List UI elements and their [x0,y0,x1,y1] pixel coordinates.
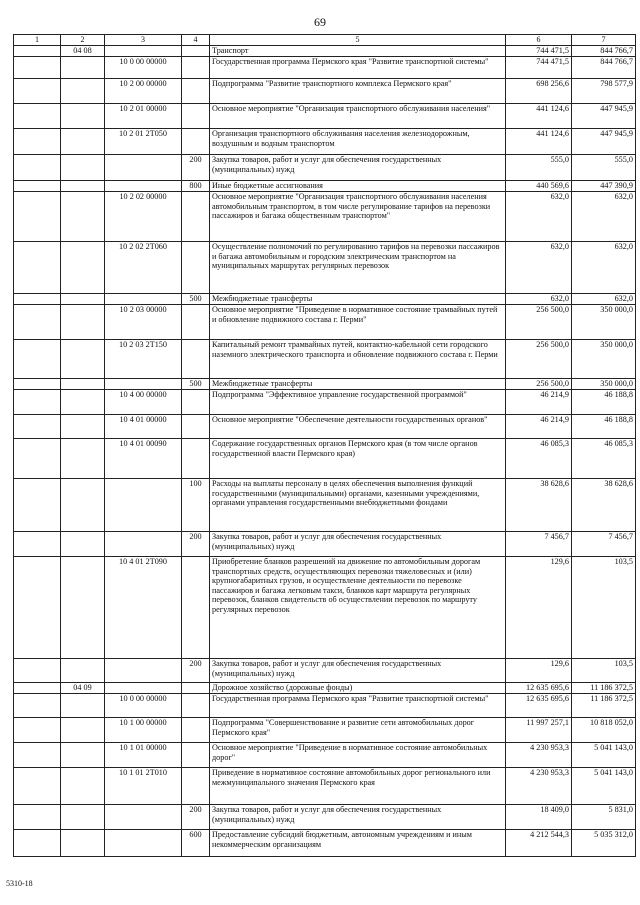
table-row [14,155,636,181]
header-cell: 4 [182,35,210,46]
item-name-cell: Приведение в нормативное состояние автомобильных дорог регионального или межмуниципального значения Пермского края [210,768,506,805]
amount-col6-cell: 256 500,0 [506,305,572,340]
amount-col6-cell: 256 500,0 [506,340,572,379]
table-row [14,694,636,718]
table-row [14,830,636,857]
expense-type-cell [182,683,210,694]
target-code-cell: 10 2 00 00000 [105,79,182,104]
table-row [14,479,636,532]
item-name-cell: Предоставление субсидий бюджетным, автономным учреждениям и иным некоммерческим организациям [210,830,506,857]
amount-col7-cell: 38 628,6 [572,479,636,532]
item-name-cell: Основное мероприятие "Организация транспортного обслуживания населения" [210,104,506,129]
amount-col6-cell: 38 628,6 [506,479,572,532]
header-cell: 2 [61,35,105,46]
budget-table [13,34,636,857]
target-code-cell: 10 4 01 00000 [105,415,182,439]
target-code-cell: 10 4 00 00000 [105,390,182,415]
expense-type-cell [182,718,210,743]
table-row [14,79,636,104]
first-cell [14,294,61,305]
section-code-cell [61,805,105,830]
item-name-cell: Подпрограмма "Совершенствование и развитие сети автомобильных дорог Пермского края" [210,718,506,743]
target-code-cell: 10 1 00 00000 [105,718,182,743]
first-cell [14,129,61,155]
target-code-cell: 10 2 03 2Т150 [105,340,182,379]
first-cell [14,104,61,129]
amount-col6-cell: 441 124,6 [506,104,572,129]
amount-col7-cell: 103,5 [572,659,636,683]
target-code-cell: 10 1 01 00000 [105,743,182,768]
amount-col7-cell: 11 186 372,5 [572,694,636,718]
section-code-cell [61,305,105,340]
amount-col7-cell: 5 041 143,0 [572,743,636,768]
section-code-cell [61,155,105,181]
first-cell [14,439,61,479]
item-name-cell: Дорожное хозяйство (дорожные фонды) [210,683,506,694]
section-code-cell [61,57,105,79]
amount-col7-cell: 11 186 372,5 [572,683,636,694]
header-row [14,35,636,46]
item-name-cell: Основное мероприятие "Организация транспортного обслуживания населения автомобильным транспортом, в том числе регулирование тарифов на перевозки пассажиров и багажа общественным транспортом" [210,192,506,242]
section-code-cell [61,192,105,242]
expense-type-cell: 800 [182,181,210,192]
expense-type-cell [182,415,210,439]
amount-col7-cell: 350 000,0 [572,340,636,379]
item-name-cell: Подпрограмма "Эффективное управление государственной программой" [210,390,506,415]
amount-col6-cell: 555,0 [506,155,572,181]
section-code-cell [61,129,105,155]
first-cell [14,181,61,192]
amount-col6-cell: 440 569,6 [506,181,572,192]
header-cell: 6 [506,35,572,46]
item-name-cell: Государственная программа Пермского края "Развитие транспортной системы" [210,694,506,718]
expense-type-cell [182,46,210,57]
amount-col6-cell: 12 635 695,6 [506,683,572,694]
item-name-cell: Транспорт [210,46,506,57]
item-name-cell: Содержание государственных органов Пермского края (в том числе органов государственной власти Пермского края) [210,439,506,479]
amount-col7-cell: 632,0 [572,242,636,294]
amount-col6-cell: 4 212 544,3 [506,830,572,857]
first-cell [14,683,61,694]
expense-type-cell [182,104,210,129]
amount-col7-cell: 798 577,9 [572,79,636,104]
section-code-cell [61,79,105,104]
expense-type-cell [182,192,210,242]
header-cell: 3 [105,35,182,46]
amount-col7-cell: 447 945,9 [572,104,636,129]
target-code-cell [105,46,182,57]
item-name-cell: Государственная программа Пермского края "Развитие транспортной системы" [210,57,506,79]
amount-col7-cell: 5 041 143,0 [572,768,636,805]
item-name-cell: Межбюджетные трансферты [210,294,506,305]
amount-col7-cell: 46 188,8 [572,415,636,439]
amount-col7-cell: 555,0 [572,155,636,181]
section-code-cell [61,439,105,479]
item-name-cell: Основное мероприятие "Обеспечение деятельности государственных органов" [210,415,506,439]
item-name-cell: Расходы на выплаты персоналу в целях обеспечения выполнения функций государственными (муниципальными) органами, казенными учреждениями, органами управления государственными внебюджетными фондами [210,479,506,532]
expense-type-cell [182,768,210,805]
target-code-cell [105,379,182,390]
table-row [14,379,636,390]
header-cell: 5 [210,35,506,46]
amount-col7-cell: 844 766,7 [572,57,636,79]
expense-type-cell [182,743,210,768]
table-row [14,104,636,129]
first-cell [14,694,61,718]
amount-col7-cell: 5 831,0 [572,805,636,830]
page-number: 69 [314,15,326,29]
item-name-cell: Закупка товаров, работ и услуг для обеспечения государственных (муниципальных) нужд [210,532,506,557]
first-cell [14,768,61,805]
expense-type-cell: 500 [182,294,210,305]
table-row [14,718,636,743]
target-code-cell: 10 4 01 00090 [105,439,182,479]
target-code-cell: 10 2 01 2Т050 [105,129,182,155]
first-cell [14,390,61,415]
expense-type-cell [182,79,210,104]
first-cell [14,155,61,181]
amount-col7-cell: 632,0 [572,294,636,305]
first-cell [14,46,61,57]
header-cell: 7 [572,35,636,46]
amount-col6-cell: 46 214,9 [506,415,572,439]
amount-col7-cell: 46 085,3 [572,439,636,479]
item-name-cell: Основное мероприятие "Приведение в нормативное состояние автомобильных дорог" [210,743,506,768]
section-code-cell [61,379,105,390]
amount-col6-cell: 632,0 [506,242,572,294]
table-row [14,294,636,305]
amount-col7-cell: 5 035 312,0 [572,830,636,857]
table-row [14,242,636,294]
expense-type-cell [182,694,210,718]
target-code-cell: 10 2 02 00000 [105,192,182,242]
table-row [14,415,636,439]
table-row [14,57,636,79]
item-name-cell: Приобретение бланков разрешений на движение по автомобильным дорогам транспортных средств, осуществляющих перевозки тяжеловесных и (или) крупногабаритных грузов, и осуществление деятельности по перевозке пассажиров и багажа легковым такси, бланков карт маршрута регулярных перевозок, бланков свидетельств об осуществлении перевозок по маршруту регулярных перевозок [210,557,506,659]
target-code-cell: 10 0 00 00000 [105,57,182,79]
target-code-cell [105,683,182,694]
target-code-cell [105,659,182,683]
first-cell [14,415,61,439]
expense-type-cell [182,390,210,415]
section-code-cell [61,340,105,379]
table-row [14,340,636,379]
target-code-cell [105,294,182,305]
table-row [14,305,636,340]
section-code-cell [61,181,105,192]
section-code-cell [61,557,105,659]
item-name-cell: Закупка товаров, работ и услуг для обеспечения государственных (муниципальных) нужд [210,805,506,830]
target-code-cell [105,181,182,192]
item-name-cell: Закупка товаров, работ и услуг для обеспечения государственных (муниципальных) нужд [210,155,506,181]
item-name-cell: Осуществление полномочий по регулированию тарифов на перевозки пассажиров и багажа автомобильным и городским электрическим транспортом на муниципальных маршрутах регулярных перевозок [210,242,506,294]
table-row [14,532,636,557]
amount-col7-cell: 10 818 052,0 [572,718,636,743]
document-code: 5310-18 [6,879,33,888]
section-code-cell: 04 08 [61,46,105,57]
table-row [14,129,636,155]
amount-col6-cell: 46 214,9 [506,390,572,415]
header-cell: 1 [14,35,61,46]
first-cell [14,557,61,659]
expense-type-cell: 200 [182,659,210,683]
section-code-cell: 04 09 [61,683,105,694]
expense-type-cell: 200 [182,155,210,181]
amount-col6-cell: 632,0 [506,192,572,242]
table-row [14,46,636,57]
item-name-cell: Основное мероприятие "Приведение в нормативное состояние трамвайных путей и обновление подвижного состава г. Перми" [210,305,506,340]
first-cell [14,340,61,379]
table-row [14,181,636,192]
table-row [14,659,636,683]
item-name-cell: Иные бюджетные ассигнования [210,181,506,192]
amount-col6-cell: 11 997 257,1 [506,718,572,743]
section-code-cell [61,830,105,857]
amount-col7-cell: 103,5 [572,557,636,659]
amount-col7-cell: 632,0 [572,192,636,242]
target-code-cell: 10 0 00 00000 [105,694,182,718]
target-code-cell [105,479,182,532]
amount-col7-cell: 350 000,0 [572,379,636,390]
item-name-cell: Закупка товаров, работ и услуг для обеспечения государственных (муниципальных) нужд [210,659,506,683]
expense-type-cell [182,557,210,659]
target-code-cell [105,805,182,830]
section-code-cell [61,718,105,743]
expense-type-cell: 100 [182,479,210,532]
first-cell [14,192,61,242]
first-cell [14,479,61,532]
first-cell [14,532,61,557]
table-row [14,805,636,830]
amount-col6-cell: 441 124,6 [506,129,572,155]
expense-type-cell [182,242,210,294]
section-code-cell [61,479,105,532]
amount-col6-cell: 744 471,5 [506,46,572,57]
first-cell [14,57,61,79]
table-row [14,743,636,768]
amount-col7-cell: 447 390,9 [572,181,636,192]
section-code-cell [61,694,105,718]
amount-col6-cell: 129,6 [506,659,572,683]
table-row [14,768,636,805]
first-cell [14,305,61,340]
table-row [14,439,636,479]
section-code-cell [61,294,105,305]
section-code-cell [61,743,105,768]
amount-col6-cell: 12 635 695,6 [506,694,572,718]
target-code-cell [105,532,182,557]
expense-type-cell: 600 [182,830,210,857]
amount-col7-cell: 46 188,8 [572,390,636,415]
section-code-cell [61,659,105,683]
expense-type-cell: 200 [182,532,210,557]
section-code-cell [61,532,105,557]
amount-col6-cell: 129,6 [506,557,572,659]
expense-type-cell [182,305,210,340]
section-code-cell [61,415,105,439]
target-code-cell: 10 2 02 2Т060 [105,242,182,294]
expense-type-cell [182,57,210,79]
item-name-cell: Подпрограмма "Развитие транспортного комплекса Пермского края" [210,79,506,104]
amount-col7-cell: 447 945,9 [572,129,636,155]
amount-col7-cell: 844 766,7 [572,46,636,57]
amount-col6-cell: 7 456,7 [506,532,572,557]
amount-col6-cell: 4 230 953,3 [506,768,572,805]
amount-col6-cell: 4 230 953,3 [506,743,572,768]
section-code-cell [61,768,105,805]
first-cell [14,659,61,683]
expense-type-cell: 200 [182,805,210,830]
item-name-cell: Межбюджетные трансферты [210,379,506,390]
section-code-cell [61,242,105,294]
item-name-cell: Капитальный ремонт трамвайных путей, контактно-кабельной сети городского наземного электрического транспорта и обновление подвижного состава г. Перми [210,340,506,379]
section-code-cell [61,104,105,129]
table-row [14,557,636,659]
target-code-cell: 10 4 01 2Т090 [105,557,182,659]
amount-col6-cell: 632,0 [506,294,572,305]
first-cell [14,830,61,857]
expense-type-cell [182,340,210,379]
budget-table-body [14,46,636,857]
target-code-cell [105,155,182,181]
first-cell [14,805,61,830]
amount-col6-cell: 18 409,0 [506,805,572,830]
table-row [14,390,636,415]
target-code-cell [105,830,182,857]
expense-type-cell [182,129,210,155]
first-cell [14,743,61,768]
first-cell [14,379,61,390]
amount-col7-cell: 7 456,7 [572,532,636,557]
amount-col6-cell: 256 500,0 [506,379,572,390]
table-row [14,683,636,694]
expense-type-cell: 500 [182,379,210,390]
table-row [14,192,636,242]
target-code-cell: 10 2 01 00000 [105,104,182,129]
amount-col7-cell: 350 000,0 [572,305,636,340]
expense-type-cell [182,439,210,479]
section-code-cell [61,390,105,415]
amount-col6-cell: 698 256,6 [506,79,572,104]
target-code-cell: 10 2 03 00000 [105,305,182,340]
amount-col6-cell: 46 085,3 [506,439,572,479]
first-cell [14,242,61,294]
target-code-cell: 10 1 01 2Т010 [105,768,182,805]
item-name-cell: Организация транспортного обслуживания населения железнодорожным, воздушным и водным транспортом [210,129,506,155]
first-cell [14,79,61,104]
first-cell [14,718,61,743]
amount-col6-cell: 744 471,5 [506,57,572,79]
